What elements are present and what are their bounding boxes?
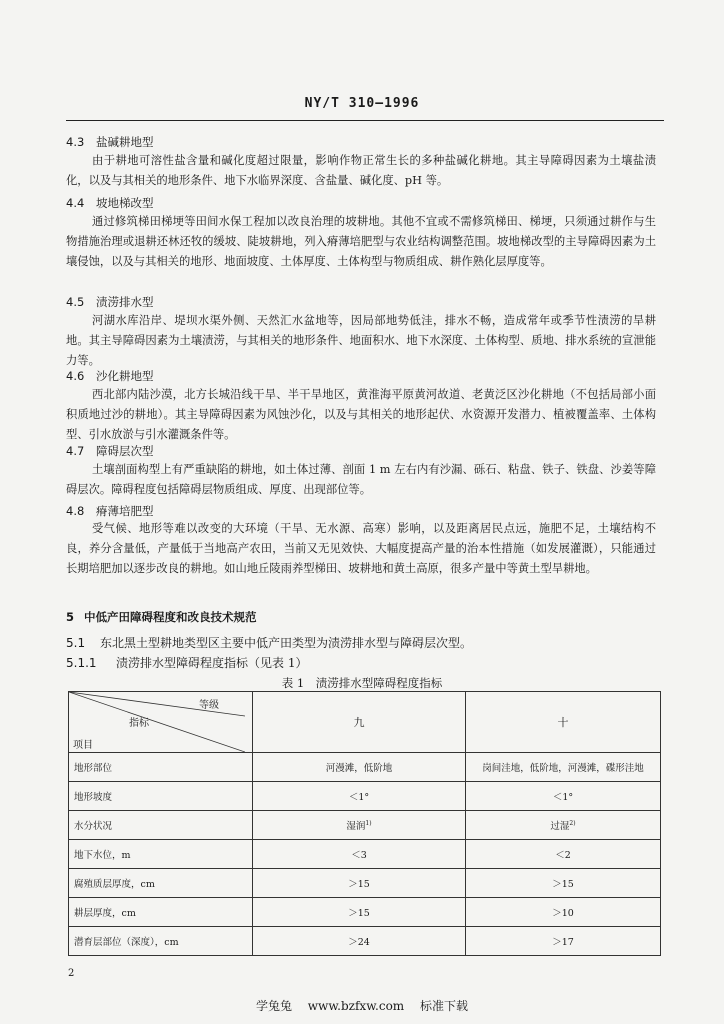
section-4-5-body: 河湖水库沿岸、堤坝水渠外侧、天然汇水盆地等，因局部地势低洼，排水不畅，造成常年或季节性渍涝的旱耕地。其主导障碍因素为土壤渍涝，与其相关的地形条件、地面积水、地下水深度、土体构型、质地、排水系统的宣泄能力等。 [66, 314, 656, 367]
indicator-table [68, 691, 661, 956]
watermark-footer: 学兔兔 www.bzfxw.com 标准下载 [255, 999, 469, 1013]
footnote-marker: 1) [365, 819, 372, 827]
section-4-3-body: 由于耕地可溶性盐含量和碱化度超过限量，影响作物正常生长的多种盐碱化耕地。其主导障碍因素为土壤盐渍化，以及与其相关的地形条件、地下水临界深度、含盐量、碱化度、pH 等。 [66, 154, 656, 187]
cell-grade-10: 岗间洼地，低阶地，河漫滩，碟形洼地 [466, 753, 661, 782]
section-5-heading: 5 中低产田障碍程度和改良技术规范 [66, 610, 257, 624]
cell-grade-9: 湿润$^{1)}$ [253, 811, 466, 840]
table-row [69, 811, 661, 840]
cell-grade-10: 过湿$^{2)}$ [466, 811, 661, 840]
table-row [69, 927, 661, 956]
table-corner-cell [69, 692, 253, 753]
table-row [69, 898, 661, 927]
header-rule [66, 120, 664, 121]
table-row [69, 782, 661, 811]
corner-grade-label: 等级 [199, 700, 219, 711]
standard-code: NY/T 310—1996 [304, 96, 420, 111]
table-row [69, 753, 661, 782]
section-4-5-heading: 4.5 渍涝排水型 [66, 295, 154, 309]
footnote-marker: 2) [569, 819, 576, 827]
corner-indicator-label: 指标 [129, 718, 149, 729]
section-5-1: 5.1 东北黑土型耕地类型区主要中低产田类型为渍涝排水型与障碍层次型。 [66, 636, 473, 650]
row-label: 腐殖质层厚度，cm [69, 869, 253, 898]
section-4-8-body: 受气候、地形等难以改变的大环境（干旱、无水源、高寒）影响，以及距离居民点远，施肥不足，土壤结构不良，养分含量低，产量低于当地高产农田，当前又无见效快、大幅度提高产量的治本性措施（如发展灌溉），只能通过长期培肥加以逐步改良的耕地。如山地丘陵雨养型梯田、坡耕地和黄土高原，很多产量中等黄土型旱耕地。 [66, 522, 656, 575]
table-row [69, 840, 661, 869]
cell-grade-9: ＜3 [253, 840, 466, 869]
cell-grade-9: ＞24 [253, 927, 466, 956]
row-label: 耕层厚度，cm [69, 898, 253, 927]
cell-grade-9: ＞15 [253, 869, 466, 898]
cell-grade-9: 河漫滩，低阶地 [253, 753, 466, 782]
cell-grade-10: ＞17 [466, 927, 661, 956]
cell-grade-10: ＜2 [466, 840, 661, 869]
cell-grade-10: ＞15 [466, 869, 661, 898]
row-label: 地下水位，m [69, 840, 253, 869]
corner-item-label: 项目 [73, 740, 93, 751]
section-4-7-body: 土壤剖面构型上有严重缺陷的耕地，如土体过薄、剖面 1 m 左右内有沙漏、砾石、粘盘、铁子、铁盘、沙姜等障碍层次。障碍程度包括障碍层物质组成、厚度、出现部位等。 [66, 463, 656, 496]
page-number: 2 [68, 968, 75, 979]
section-4-7-heading: 4.7 障碍层次型 [66, 444, 154, 458]
row-label: 潜育层部位（深度），cm [69, 927, 253, 956]
cell-grade-10: ＞10 [466, 898, 661, 927]
table-header-row [69, 692, 661, 753]
column-header-10: 十 [466, 692, 661, 753]
section-5-1-1: 5.1.1 渍涝排水型障碍程度指标（见表 1） [66, 656, 308, 670]
row-label: 地形部位 [69, 753, 253, 782]
section-4-4-heading: 4.4 坡地梯改型 [66, 196, 154, 210]
section-4-4-body: 通过修筑梯田梯埂等田间水保工程加以改良治理的坡耕地。其他不宜或不需修筑梯田、梯埂，只须通过耕作与生物措施治理或退耕还林还牧的缓坡、陡坡耕地，列入瘠薄培肥型与农业结构调整范围。坡地梯改型的主导障碍因素为土壤侵蚀，以及与其相关的地形、地面坡度、土体厚度、土体构型与物质组成、耕作熟化层厚度等。 [66, 215, 656, 268]
cell-grade-9: ＜1° [253, 782, 466, 811]
table-caption: 表 1 渍涝排水型障碍程度指标 [281, 676, 443, 690]
row-label: 地形坡度 [69, 782, 253, 811]
column-header-9: 九 [253, 692, 466, 753]
cell-grade-9: ＞15 [253, 898, 466, 927]
section-4-3-heading: 4.3 盐碱耕地型 [66, 135, 154, 149]
section-4-6-heading: 4.6 沙化耕地型 [66, 369, 154, 383]
table-row [69, 869, 661, 898]
section-4-6-body: 西北部内陆沙漠，北方长城沿线干旱、半干旱地区，黄淮海平原黄河故道、老黄泛区沙化耕地（不包括局部小面积质地过沙的耕地）。其主导障碍因素为风蚀沙化，以及与其相关的地形起伏、水资源开发潜力、植被覆盖率、土体构型、引水放淤与引水灌溉条件等。 [66, 388, 656, 441]
section-4-8-heading: 4.8 瘠薄培肥型 [66, 504, 154, 518]
cell-grade-10: ＜1° [466, 782, 661, 811]
row-label: 水分状况 [69, 811, 253, 840]
